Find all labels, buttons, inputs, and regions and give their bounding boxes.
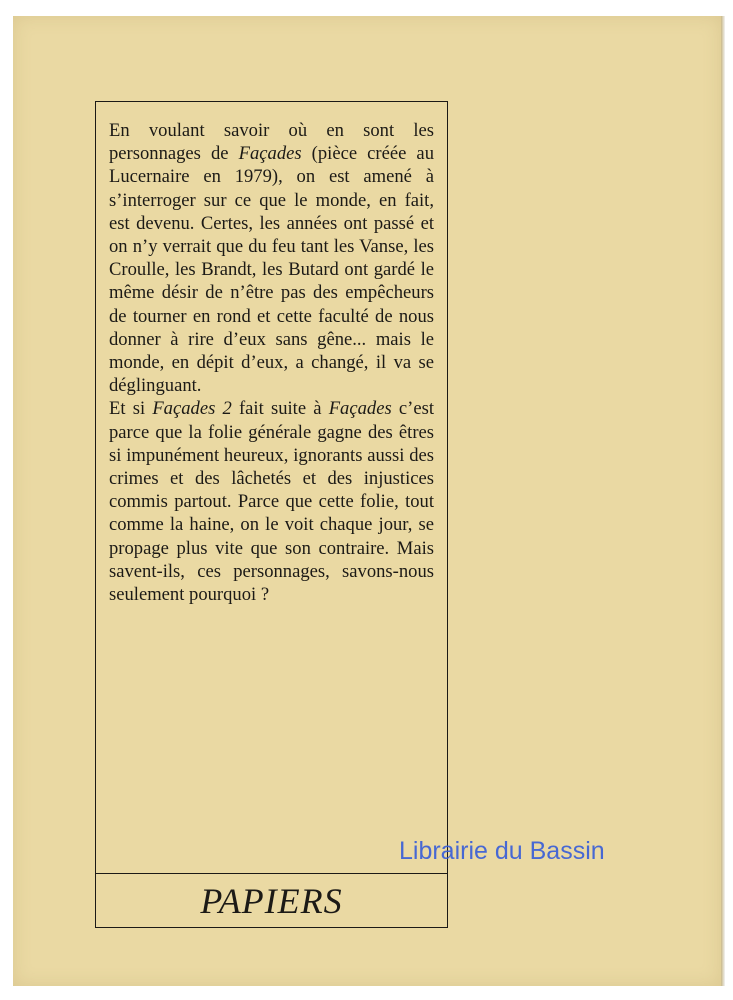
blurb-p2-text-a: Et si [109,398,153,420]
blurb-p1-title: Façades [238,143,302,165]
blurb-paragraph-1 [109,119,434,397]
blurb-p2-title-2: Façades 2 [152,398,232,420]
frame-divider [96,873,447,874]
blurb-p1-text-b: (pièce créée au Lucernaire en 1979), on est amené à s’interroger sur ce que le monde, en fait, est devenu. Certes, les années ont passé et on n’y verrait que du feu tant les Vanse, les Croulle, les Brandt, les Butard ont gardé le même désir de n’être pas des empêcheurs de tourner en rond et cette faculté de nous donner à rire d’eux sans gêne... mais le monde, en dépit d’eux, a changé, il va se déglinguant. [109,143,434,397]
blurb-p2-title: Façades [328,398,392,420]
text-frame [95,101,448,928]
blurb-text [109,119,434,606]
seller-watermark: Librairie du Bassin [399,837,605,865]
blurb-p2-text-b: fait suite à [231,398,329,420]
cover-edge [721,16,725,986]
blurb-p1-text-a: En voulant savoir où en sont les personnages de [109,120,434,165]
blurb-p2-text-c: c’est parce que la folie générale gagne des êtres si impunément heureux, ignorants aussi des crimes et des lâchetés et des injustices commis partout. Parce que cette folie, tout comme la haine, on le voit chaque jour, se propage plus vite que son contraire. Mais savent-ils, ces personnages, savons-nous seulement pourquoi ? [109,398,434,606]
book-back-cover [13,16,721,986]
publisher-name: PAPIERS [200,881,343,921]
blurb-paragraph-2 [109,397,434,606]
